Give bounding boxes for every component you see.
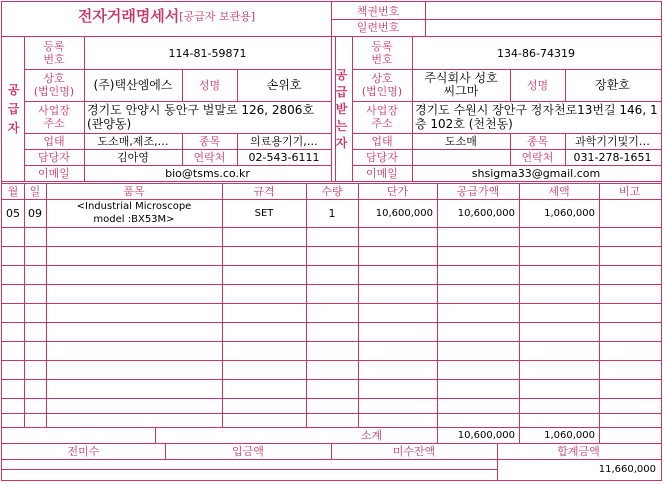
subtotal-label: 소계: [360, 428, 383, 442]
receiver-name-label: 상호 (법인명): [361, 72, 403, 98]
col-header-supply: 공급가액: [456, 184, 500, 198]
subtotal-supply: 10,600,000: [457, 429, 515, 441]
total-label: 합계금액: [557, 445, 600, 458]
receiver-item-label: 종목: [526, 134, 549, 148]
receiver-rep: 장환호: [595, 77, 630, 92]
supplier-address: 경기도 안양시 동안구 벌말로 126, 2806호 (관양동): [87, 103, 315, 131]
receiver-biz-type: 도소매: [445, 134, 477, 148]
receiver-email-label: 이메일: [366, 166, 398, 180]
receiver-biz-label: 업태: [371, 134, 393, 148]
receiver-item-type: 과학기기및기…: [575, 134, 650, 148]
balance-value: [331, 459, 497, 479]
supplier-biz-type: 도소매,제조,…: [97, 134, 169, 148]
supplier-name: (주)택산엠에스: [93, 77, 173, 92]
book-number-value: [425, 3, 660, 19]
unpaid-prev-value: [2, 459, 165, 479]
row-tax: 1,060,000: [544, 208, 595, 219]
row-note: [599, 199, 660, 227]
supplier-contact-label: 담당자: [38, 150, 70, 164]
supplier-phone: 02-543-6111: [248, 150, 320, 164]
col-header-tax: 세액: [548, 184, 570, 198]
col-header-unit-price: 단가: [386, 184, 409, 198]
received-label: 입금액: [232, 445, 264, 458]
receiver-phone: 031-278-1651: [573, 150, 652, 164]
serial-number-value: [425, 19, 660, 36]
serial-number-label: 일련번호: [356, 21, 400, 34]
col-header-day: 일: [29, 184, 41, 198]
row-unit-price: 10,600,000: [375, 208, 433, 219]
supplier-email: bio@tsms.co.kr: [165, 166, 250, 180]
receiver-address: 경기도 수원시 장안구 정자천로13번길 146, 1층 102호 (천천동): [415, 103, 658, 131]
receiver-reg-number: 134-86-74319: [497, 46, 575, 60]
supplier-email-label: 이메일: [38, 166, 70, 180]
row-qty: 1: [328, 207, 336, 220]
supplier-phone-label: 연락처: [193, 150, 226, 164]
supplier-rep: 손위호: [266, 77, 302, 92]
row-supply: 10,600,000: [457, 208, 515, 219]
unpaid-prev-label: 전미수: [67, 445, 100, 458]
balance-label: 미수잔액: [392, 445, 436, 458]
receiver-phone-label: 연락처: [521, 150, 554, 164]
supplier-reg-label: 등록 번호: [43, 40, 65, 66]
col-header-month: 월: [7, 184, 19, 198]
receiver-addr-label: 사업장 주소: [366, 104, 398, 130]
row-spec: SET: [254, 208, 274, 219]
supplier-side-label: 공 급 자: [7, 82, 20, 135]
receiver-reg-label: 등록 번호: [371, 40, 393, 66]
supplier-rep-label: 성명: [198, 78, 221, 92]
received-value: [165, 459, 331, 479]
supplier-contact: 김아영: [117, 150, 149, 164]
document-title-copy: [공급자 보관용]: [179, 10, 256, 23]
receiver-rep-label: 성명: [526, 78, 549, 92]
subtotal-tax: 1,060,000: [544, 429, 595, 441]
total-value: 11,660,000: [598, 463, 656, 475]
receiver-name: 주식회사 성호 씨그마: [424, 71, 498, 98]
col-header-note: 비고: [618, 184, 641, 198]
supplier-item-label: 종목: [198, 134, 221, 148]
col-header-qty: 수량: [321, 184, 343, 198]
supplier-addr-label: 사업장 주소: [38, 104, 70, 130]
supplier-reg-number: 114-81-59871: [168, 46, 247, 60]
supplier-biz-label: 업태: [43, 134, 65, 148]
book-number-label: 책권번호: [356, 4, 400, 18]
row-month: 05: [6, 207, 20, 220]
receiver-side-label: 공 급 받 는 자: [335, 67, 348, 150]
supplier-name-label: 상호 (법인명): [33, 72, 75, 98]
receiver-contact-label: 담당자: [366, 150, 398, 164]
col-header-item: 품목: [123, 184, 145, 198]
document-title: [2, 3, 331, 30]
row-item: <Industrial Microscope model :BX53M>: [76, 201, 192, 225]
col-header-spec: 규격: [253, 184, 275, 198]
row-day: 09: [28, 207, 42, 220]
receiver-email: shsigma33@gmail.com: [471, 166, 601, 180]
supplier-item-type: 의료용기기,…: [250, 134, 318, 148]
document-title-main: 전자거래명세서: [77, 7, 180, 25]
receiver-contact: [412, 149, 510, 165]
